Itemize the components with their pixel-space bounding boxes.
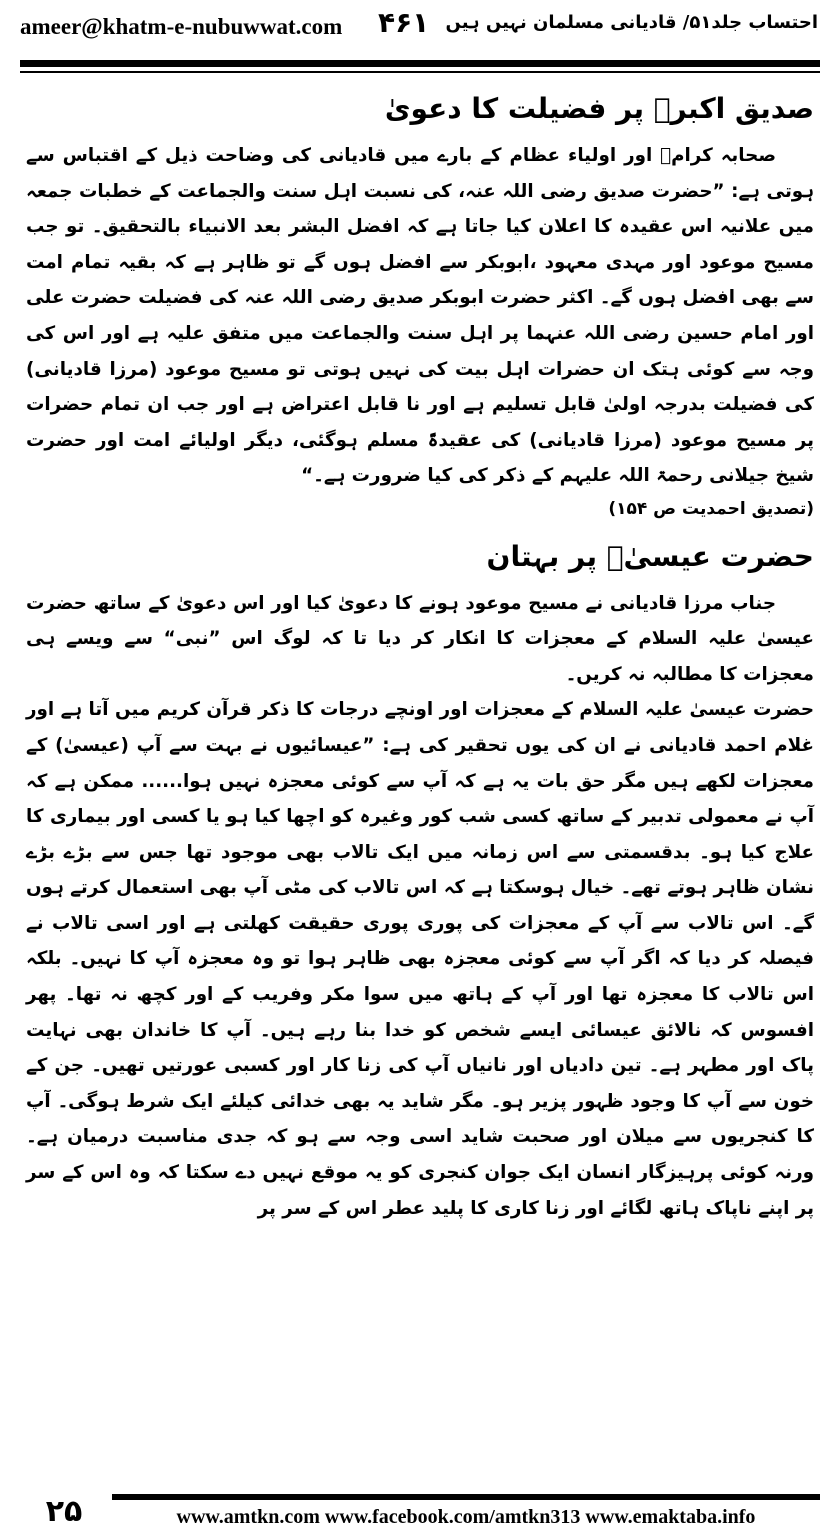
header-email: ameer@khatm-e-nubuwwat.com: [20, 14, 343, 39]
section-heading: حضرت عیسیٰؑ پر بہتان: [486, 539, 814, 573]
header-book-title: احتساب جلد۵۱/ قادیانی مسلمان نہیں ہیں: [445, 12, 818, 33]
citation: (تصدیق احمدیت ص ۱۵۴): [608, 498, 814, 519]
page-footer: [20, 1490, 820, 1540]
paragraph: جناب مرزا قادیانی نے مسیح موعود ہونے کا دعویٰ کیا اور اس دعویٰ کے ساتھ حضرت عیسیٰ علیہ السلام کے معجزات کا انکار کر دیا تا کہ لوگ اس ”نبی“ سے ویسے ہی معجزات کا مطالبہ نہ کریں۔: [26, 592, 814, 685]
header-page-number: ۴۶۱: [378, 6, 430, 39]
section-siddiq-akbar: [26, 80, 814, 528]
footer-links: www.amtkn.com www.facebook.com/amtkn313 www.emaktaba.info: [176, 1506, 756, 1528]
page-header: [0, 0, 840, 58]
footer-page-label: ۲۵: [20, 1490, 108, 1540]
paragraph: حضرت عیسیٰ علیہ السلام کے معجزات اور اونچے درجات کا ذکر قرآن کریم میں آتا ہے اور غلام احمد قادیانی نے ان کی یوں تحقیر کی ہے: ”عیسائیوں نے بہت سے آپ (عیسیٰ) کے معجزات لکھے ہیں مگر حق بات یہ ہے کہ آپ سے کوئی معجزہ نہیں ہوا...... ممکن ہے کہ آپ نے معمولی تدبیر کے ساتھ کسی شب کور وغیرہ کو اچھا کیا ہو یا کسی اور بیماری کا علاج کیا ہو۔ بدقسمتی سے اس زمانہ میں ایک تالاب بھی موجود تھا جس سے بڑے بڑے نشان ظاہر ہوتے تھے۔ خیال ہوسکتا ہے کہ اس تالاب کی مٹی آپ بھی استعمال کرتے ہوں گے۔ اس تالاب سے آپ کے معجزات کی پوری پوری حقیقت کھلتی ہے اور اسی تالاب نے فیصلہ کر دیا کہ اگر آپ سے کوئی معجزہ بھی ظاہر ہوا تو وہ معجزہ آپ کا نہیں۔ بلکہ اس تالاب کا معجزہ تھا اور آپ کے ہاتھ میں سوا مکر وفریب کے اور کچھ نہ تھا۔ پھر افسوس کہ نالائق عیسائی ایسے شخص کو خدا بنا رہے ہیں۔ آپ کا خاندان بھی نہایت پاک اور مطہر ہے۔ تین دادیاں اور نانیاں آپ کی زنا کار اور کسبی عورتیں تھیں۔ جن کے خون سے آپ کا وجود ظہور پزیر ہو۔ مگر شاید یہ بھی خدائی کیلئے ایک شرط ہوگی۔ آپ کا کنجریوں سے میلان اور صحبت شاید اسی وجہ سے ہو کہ جدی مناسبت درمیان ہے۔ ورنہ کوئی پرہیزگار انسان ایک جوان کنجری کو یہ موقع نہیں دے سکتا کہ وہ اس کے سر پر اپنے ناپاک ہاتھ لگائے اور زنا کاری کا پلید عطر اس کے سر پر: [26, 699, 814, 1219]
page-content: [26, 80, 814, 1226]
header-rule-thin: [20, 71, 820, 73]
header-rule-thick: [20, 60, 820, 67]
section-hazrat-isa: [26, 528, 814, 1227]
paragraph: صحابہ کرامؓ اور اولیاء عظام کے بارے میں قادیانی کی وضاحت ذیل کے اقتباس سے ہوتی ہے: ”حضرت صدیق رضی اللہ عنہ، کی نسبت اہل سنت والجماعت کے خطبات جمعہ میں علانیہ اس عقیدہ کا اعلان کیا جاتا ہے کہ افضل البشر بعد الانبیاء بالتحقیق۔ تو جب مسیح موعود اور مہدی معہود ،ابوبکر سے افضل ہوں گے تو ظاہر ہے کہ بقیہ تمام امت سے بھی افضل ہوں گے۔ اکثر حضرت ابوبکر صدیق رضی اللہ عنہ کی فضیلت حضرت علی اور امام حسین رضی اللہ عنہما پر اہل سنت والجماعت میں متفق علیہ ہے اور اس کی وجہ سے کوئی ہتک ان حضرات اہل بیت کی نہیں ہوتی تو مسیح موعود (مرزا قادیانی) کی فضیلت بدرجہ اولیٰ قابل تسلیم ہے اور نا قابل اعتراض ہے اور جب ان تمام حضرات پر مسیح موعود (مرزا قادیانی) کی عقیدۃً مسلم ہوگئی، دیگر اولیائے امت اور حضرت شیخ جیلانی رحمۃ اللہ علیہم کے ذکر کی کیا ضرورت ہے۔“: [26, 145, 814, 487]
footer-rule: [112, 1494, 820, 1500]
section-heading: صدیق اکبرؓ پر فضیلت کا دعویٰ: [384, 92, 814, 125]
